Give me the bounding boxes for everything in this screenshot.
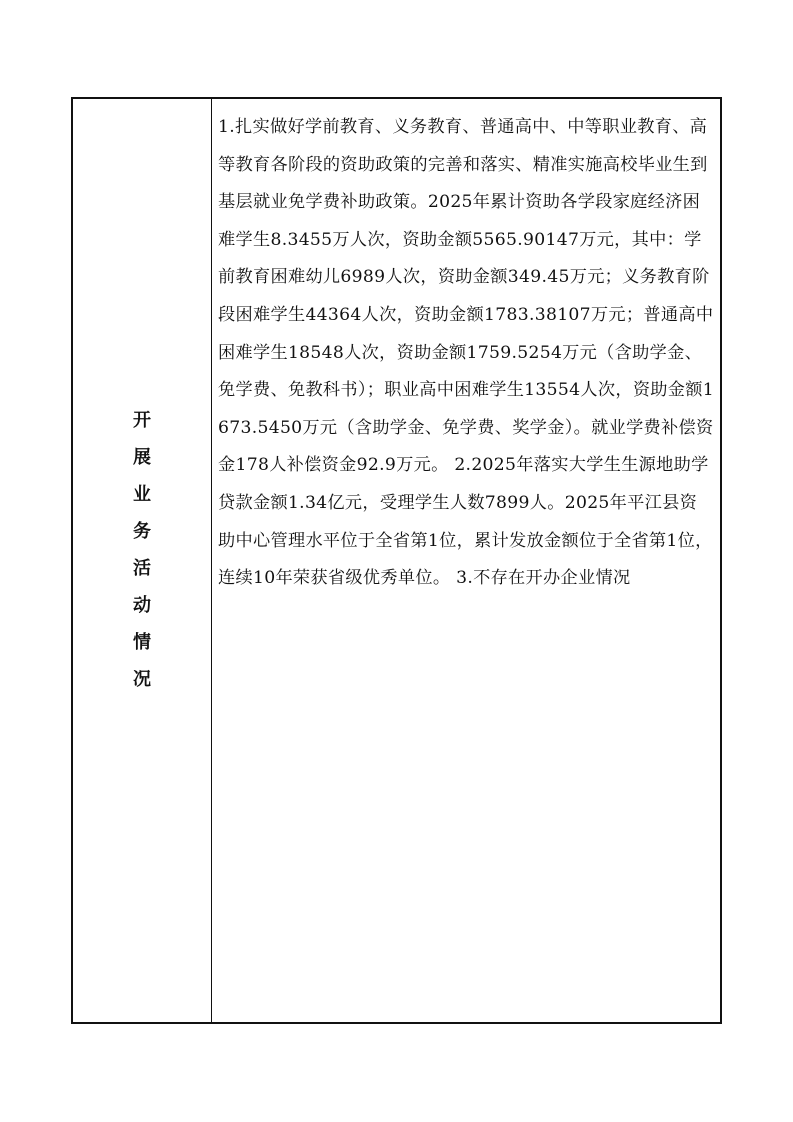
label-char: 开 <box>133 410 151 431</box>
form-table <box>71 97 722 1024</box>
label-char: 展 <box>133 447 151 468</box>
label-char: 动 <box>133 595 151 616</box>
section-label <box>133 412 151 689</box>
label-char: 务 <box>133 521 151 542</box>
label-char: 业 <box>133 484 151 505</box>
label-cell <box>73 99 212 1022</box>
label-char: 情 <box>133 632 151 653</box>
activity-description: 1.扎实做好学前教育、义务教育、普通高中、中等职业教育、高等教育各阶段的资助政策的完善和落实、精准实施高校毕业生到基层就业免学费补助政策。2025年累计资助各学段家庭经济困难学生8.3455万人次，资助金额5565.90147万元，其中：学前教育困难幼儿6989人次，资助金额349.45万元；义务教育阶段困难学生44364人次，资助金额1783.38107万元；普通高中困难学生18548人次，资助金额1759.5254万元（含助学金、免学费、免教科书）；职业高中困难学生13554人次，资助金额1673.5450万元（含助学金、免学费、奖学金）。就业学费补偿资金178人补偿资金92.9万元。 2.2025年落实大学生生源地助学贷款金额1.34亿元，受理学生人数7899人。2025年平江县资助中心管理水平位于全省第1位，累计发放金额位于全省第1位，连续10年荣获省级优秀单位。 3.不存在开办企业情况 <box>218 117 715 589</box>
content-cell <box>212 99 720 1022</box>
label-char: 况 <box>133 669 151 690</box>
label-char: 活 <box>133 558 151 579</box>
